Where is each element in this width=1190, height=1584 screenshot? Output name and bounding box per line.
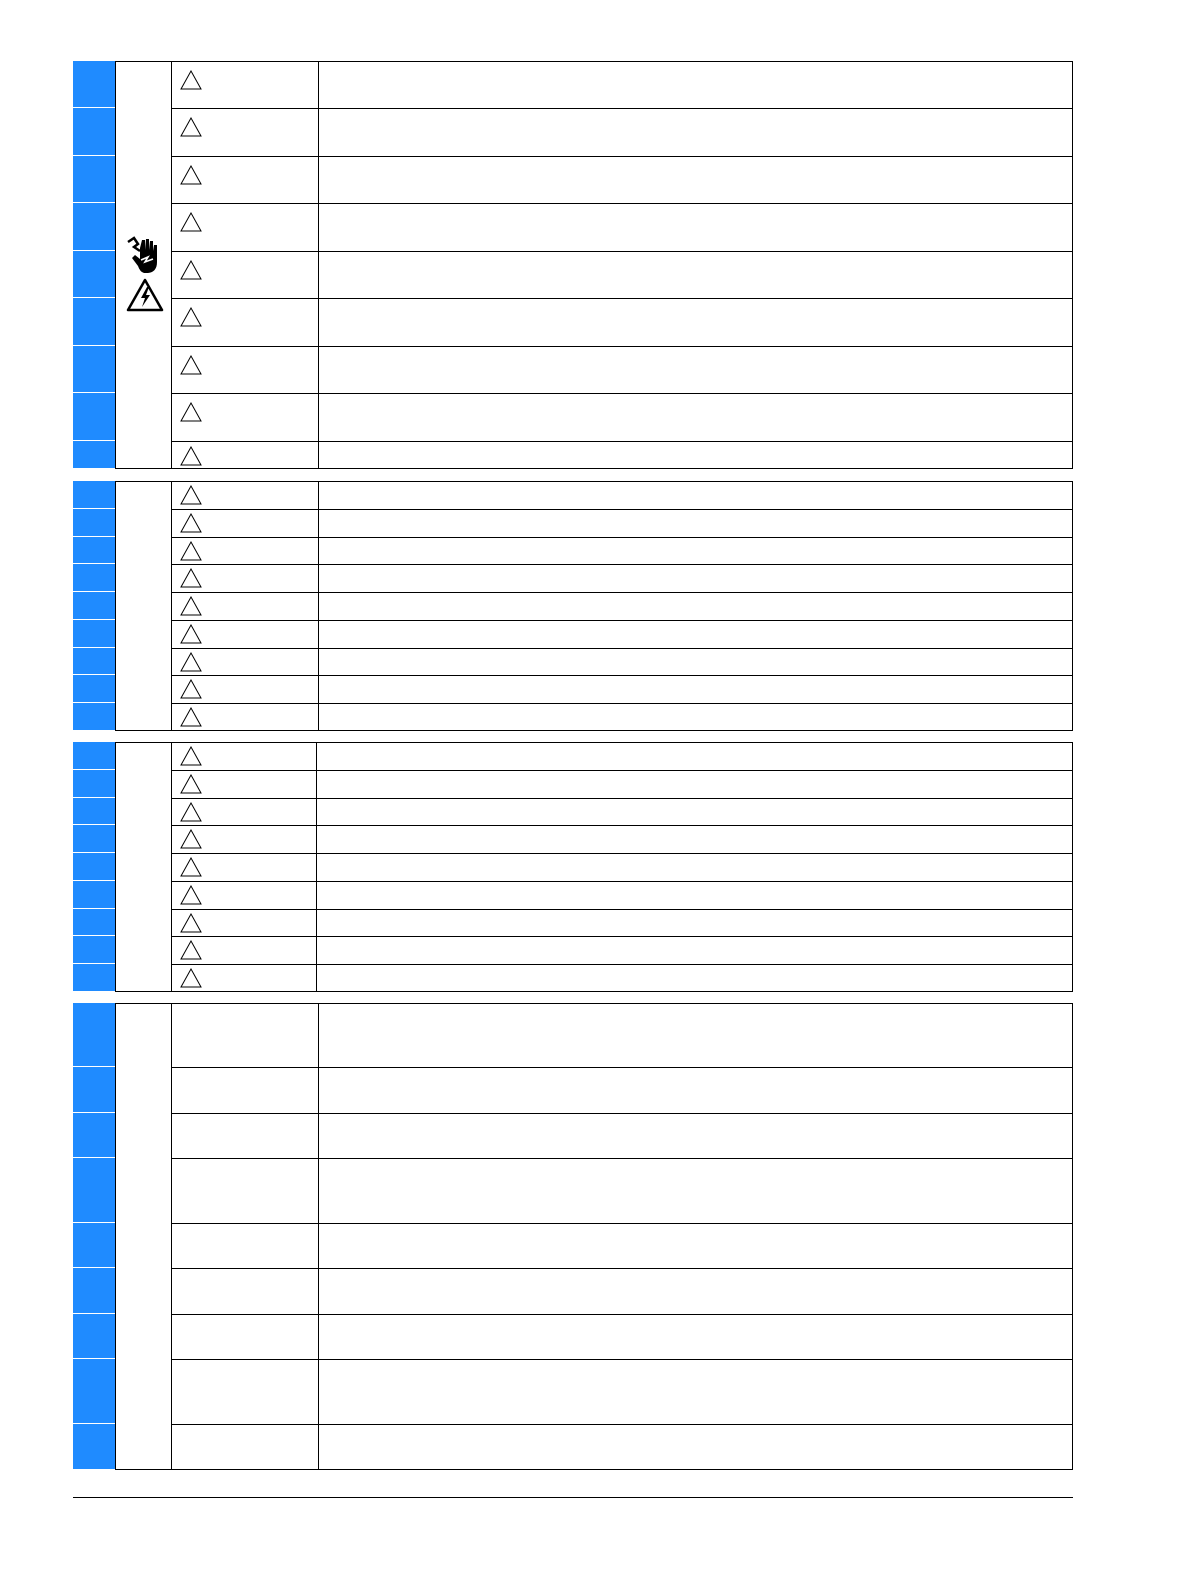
label-cell bbox=[172, 1269, 319, 1314]
symbol-cell bbox=[172, 676, 319, 703]
table-row bbox=[172, 676, 1072, 704]
warning-triangle-icon bbox=[180, 774, 202, 794]
symbol-cell bbox=[172, 442, 319, 469]
tab-marker bbox=[73, 156, 115, 203]
warning-triangle-icon bbox=[180, 513, 202, 533]
label-cell bbox=[172, 1159, 319, 1223]
description-cell bbox=[318, 299, 1072, 346]
tab-marker bbox=[73, 770, 115, 798]
description-cell bbox=[318, 1269, 1072, 1314]
tab-marker bbox=[73, 592, 115, 620]
description-cell bbox=[318, 62, 1072, 108]
description-cell bbox=[318, 771, 1072, 798]
table-row bbox=[172, 743, 1072, 771]
warning-triangle-icon bbox=[180, 355, 202, 375]
description-cell bbox=[318, 1224, 1072, 1268]
symbol-cell bbox=[172, 538, 319, 564]
tab-marker bbox=[73, 1314, 115, 1359]
description-cell bbox=[318, 252, 1072, 298]
tab-marker bbox=[73, 909, 115, 936]
warning-triangle-icon bbox=[180, 70, 202, 90]
table-row bbox=[172, 252, 1072, 299]
warning-triangle-icon bbox=[180, 307, 202, 327]
tab-marker bbox=[73, 564, 115, 592]
symbol-cell bbox=[172, 510, 319, 537]
warning-triangle-icon bbox=[180, 940, 202, 960]
description-cell bbox=[318, 1315, 1072, 1359]
table-row bbox=[172, 1360, 1072, 1425]
warning-triangle-icon bbox=[180, 117, 202, 137]
tab-marker bbox=[73, 742, 115, 770]
table-row bbox=[172, 1068, 1072, 1114]
symbol-cell bbox=[172, 649, 319, 675]
table-row bbox=[172, 482, 1072, 510]
label-cell bbox=[172, 1224, 319, 1268]
symbol-cell bbox=[172, 62, 319, 108]
table-row bbox=[172, 394, 1072, 442]
description-cell bbox=[318, 394, 1072, 441]
tab-marker bbox=[73, 1158, 115, 1223]
table-row bbox=[172, 510, 1072, 538]
symbol-cell bbox=[172, 565, 319, 592]
tab-marker bbox=[73, 964, 115, 992]
description-cell bbox=[318, 442, 1072, 469]
tab-marker bbox=[73, 441, 115, 469]
description-cell bbox=[318, 676, 1072, 703]
tab-marker bbox=[73, 393, 115, 441]
tab-marker bbox=[73, 648, 115, 675]
warning-triangle-icon bbox=[180, 707, 202, 727]
tab-marker bbox=[73, 675, 115, 703]
warning-triangle-icon bbox=[180, 913, 202, 933]
symbol-column bbox=[115, 482, 172, 730]
symbol-cell bbox=[172, 965, 317, 992]
table-row bbox=[172, 882, 1072, 910]
warning-triangle-icon bbox=[180, 485, 202, 505]
description-cell bbox=[318, 157, 1072, 203]
symbol-cell bbox=[172, 826, 317, 853]
description-cell bbox=[318, 538, 1072, 564]
table-row bbox=[172, 826, 1072, 854]
tab-marker bbox=[73, 1223, 115, 1268]
warning-triangle-icon bbox=[180, 402, 202, 422]
symbol-cell bbox=[172, 299, 319, 346]
symbol-cell bbox=[172, 799, 317, 825]
symbol-cell bbox=[172, 157, 319, 203]
description-cell bbox=[318, 593, 1072, 620]
tab-marker bbox=[73, 481, 115, 509]
table-row bbox=[172, 910, 1072, 937]
warning-triangle-icon bbox=[180, 679, 202, 699]
tab-marker bbox=[73, 298, 115, 346]
table-row bbox=[172, 565, 1072, 593]
section-1 bbox=[73, 61, 1073, 469]
symbol-cell bbox=[172, 252, 319, 298]
description-cell bbox=[318, 854, 1072, 881]
table-row bbox=[172, 299, 1072, 347]
warning-triangle-icon bbox=[180, 885, 202, 905]
table-row bbox=[172, 347, 1072, 394]
tab-marker bbox=[73, 346, 115, 393]
warning-triangle-icon bbox=[180, 541, 202, 561]
tab-marker bbox=[73, 61, 115, 108]
symbol-cell bbox=[172, 937, 317, 964]
warning-triangle-icon bbox=[180, 652, 202, 672]
label-cell bbox=[172, 1425, 319, 1470]
warning-triangle-icon bbox=[180, 212, 202, 232]
description-cell bbox=[318, 743, 1072, 770]
table-row bbox=[172, 442, 1072, 469]
warning-triangle-icon bbox=[180, 857, 202, 877]
symbol-cell bbox=[172, 109, 319, 156]
symbol-cell bbox=[172, 743, 317, 770]
table-row bbox=[172, 1224, 1072, 1269]
table-row bbox=[172, 649, 1072, 676]
description-cell bbox=[318, 704, 1072, 731]
tab-marker bbox=[73, 620, 115, 648]
symbol-cell bbox=[172, 882, 317, 909]
warning-triangle-icon bbox=[180, 968, 202, 988]
description-cell bbox=[318, 1425, 1072, 1470]
tab-marker bbox=[73, 1067, 115, 1113]
description-cell bbox=[318, 204, 1072, 251]
table-row bbox=[172, 157, 1072, 204]
table-row bbox=[172, 799, 1072, 826]
tab-marker bbox=[73, 108, 115, 156]
label-cell bbox=[172, 1004, 319, 1067]
label-cell bbox=[172, 1114, 319, 1158]
description-cell bbox=[318, 565, 1072, 592]
table-row bbox=[172, 621, 1072, 649]
label-cell bbox=[172, 1068, 319, 1113]
table-row bbox=[172, 1114, 1072, 1159]
warning-triangle-icon bbox=[180, 746, 202, 766]
section-3 bbox=[73, 742, 1073, 992]
description-cell bbox=[318, 109, 1072, 156]
symbol-cell bbox=[172, 482, 319, 509]
description-cell bbox=[318, 649, 1072, 675]
table-row bbox=[172, 937, 1072, 965]
symbol-cell bbox=[172, 704, 319, 731]
warning-triangle-icon bbox=[180, 165, 202, 185]
tab-marker bbox=[73, 509, 115, 537]
section-2-table bbox=[115, 481, 1073, 731]
symbol-cell bbox=[172, 593, 319, 620]
symbol-column bbox=[115, 1004, 172, 1469]
table-row bbox=[172, 593, 1072, 621]
section-4-table bbox=[115, 1003, 1073, 1470]
symbol-cell bbox=[172, 204, 319, 251]
symbol-cell bbox=[172, 854, 317, 881]
description-cell bbox=[318, 882, 1072, 909]
warning-triangle-icon bbox=[180, 829, 202, 849]
section-2 bbox=[73, 481, 1073, 731]
warning-triangle-icon bbox=[180, 596, 202, 616]
symbol-cell bbox=[172, 394, 319, 441]
tab-marker bbox=[73, 1424, 115, 1470]
table-row bbox=[172, 1269, 1072, 1315]
table-row bbox=[172, 62, 1072, 109]
table-row bbox=[172, 204, 1072, 252]
tab-marker bbox=[73, 825, 115, 853]
warning-triangle-icon bbox=[180, 446, 202, 466]
symbol-cell bbox=[172, 347, 319, 393]
symbol-column bbox=[115, 743, 172, 991]
description-cell bbox=[318, 621, 1072, 648]
description-cell bbox=[318, 937, 1072, 964]
tab-marker bbox=[73, 881, 115, 909]
table-row bbox=[172, 1315, 1072, 1360]
label-cell bbox=[172, 1315, 319, 1359]
footer-rule bbox=[73, 1497, 1073, 1498]
section-3-table bbox=[115, 742, 1073, 992]
hand-electric-shock-icon bbox=[126, 236, 164, 276]
table-row bbox=[172, 771, 1072, 799]
description-cell bbox=[318, 1004, 1072, 1067]
tab-marker bbox=[73, 1003, 115, 1067]
tab-marker bbox=[73, 1359, 115, 1424]
warning-triangle-icon bbox=[180, 624, 202, 644]
table-row bbox=[172, 109, 1072, 157]
description-cell bbox=[318, 347, 1072, 393]
description-cell bbox=[318, 1159, 1072, 1223]
description-cell bbox=[318, 1360, 1072, 1424]
tab-marker bbox=[73, 251, 115, 298]
tab-marker bbox=[73, 853, 115, 881]
table-row bbox=[172, 538, 1072, 565]
description-cell bbox=[318, 510, 1072, 537]
section-4 bbox=[73, 1003, 1073, 1470]
warning-triangle-icon bbox=[180, 802, 202, 822]
table-row bbox=[172, 854, 1072, 882]
label-cell bbox=[172, 1360, 319, 1424]
table-row bbox=[172, 1004, 1072, 1068]
description-cell bbox=[318, 910, 1072, 936]
tab-marker bbox=[73, 1268, 115, 1314]
table-row bbox=[172, 1425, 1072, 1470]
warning-triangle-icon bbox=[180, 260, 202, 280]
tab-marker bbox=[73, 203, 115, 251]
section-1-table bbox=[115, 61, 1073, 469]
tab-marker bbox=[73, 798, 115, 825]
tab-marker bbox=[73, 537, 115, 564]
description-cell bbox=[318, 482, 1072, 509]
table-row bbox=[172, 704, 1072, 731]
table-row bbox=[172, 965, 1072, 992]
high-voltage-warning-icon bbox=[126, 278, 164, 312]
symbol-cell bbox=[172, 910, 317, 936]
tab-marker bbox=[73, 936, 115, 964]
description-cell bbox=[318, 1068, 1072, 1113]
description-cell bbox=[318, 965, 1072, 992]
description-cell bbox=[318, 1114, 1072, 1158]
symbol-column bbox=[115, 62, 172, 468]
tab-marker bbox=[73, 703, 115, 731]
warning-triangle-icon bbox=[180, 568, 202, 588]
tab-marker bbox=[73, 1113, 115, 1158]
symbol-cell bbox=[172, 771, 317, 798]
table-row bbox=[172, 1159, 1072, 1224]
description-cell bbox=[318, 826, 1072, 853]
symbol-cell bbox=[172, 621, 319, 648]
description-cell bbox=[318, 799, 1072, 825]
